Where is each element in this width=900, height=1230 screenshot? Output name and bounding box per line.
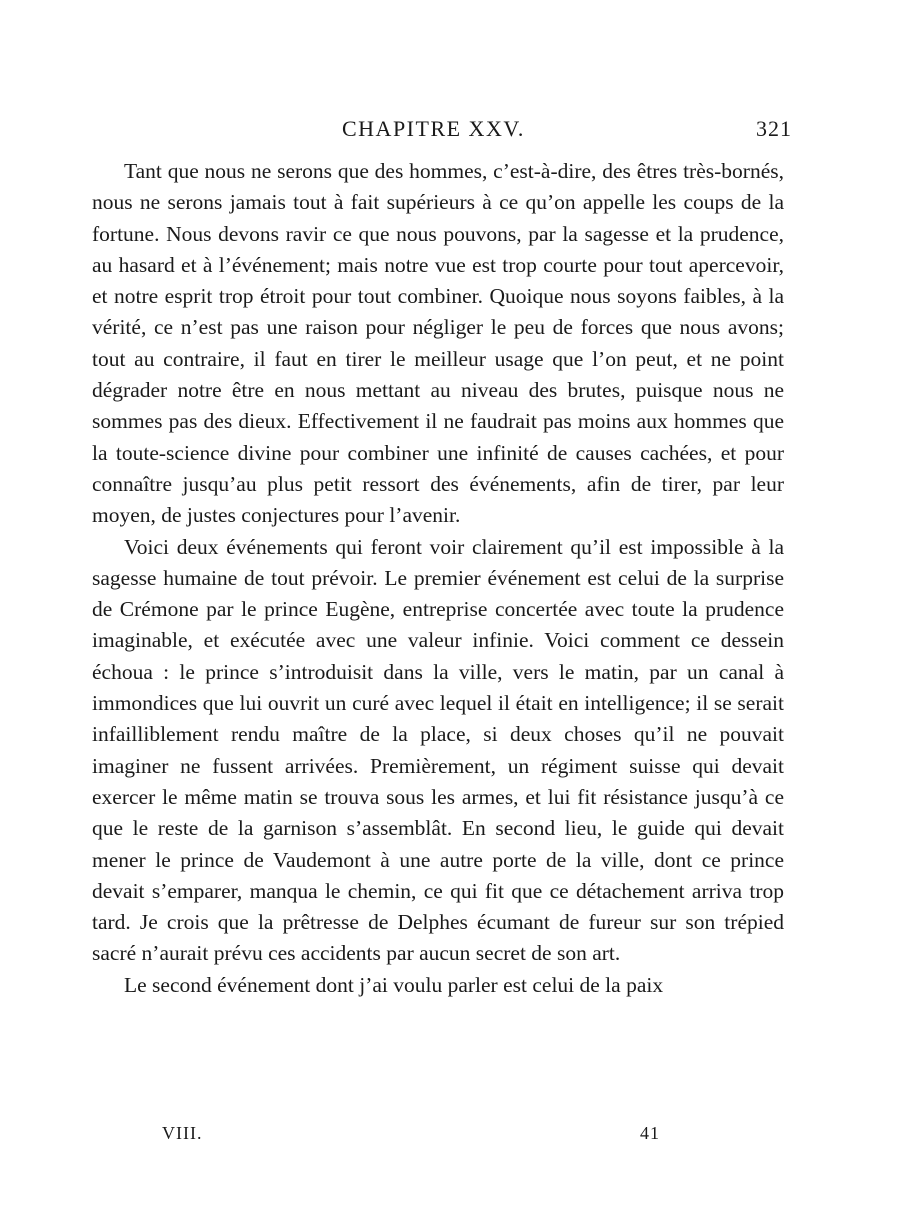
- paragraph-1: Tant que nous ne serons que des hommes, c’est-à-dire, des êtres très-bornés, nous ne serons jamais tout à fait supérieurs à ce qu’on appelle les coups de la fortune. Nous devons ravir ce que nous pouvons, par la sagesse et la prudence, au hasard et à l’événement; mais notre vue est trop courte pour tout apercevoir, et notre esprit trop étroit pour tout combiner. Quoique nous soyons faibles, à la vérité, ce n’est pas une raison pour négliger le peu de forces que nous avons; tout au contraire, il faut en tirer le meilleur usage que l’on peut, et ne point dégrader notre être en nous mettant au niveau des brutes, puisque nous ne sommes pas des dieux. Effectivement il ne faudrait pas moins aux hommes que la toute-science divine pour combiner une infinité de causes cachées, et pour connaître jusqu’au plus petit ressort des événements, afin de tirer, par leur moyen, de justes conjectures pour l’avenir.: [92, 159, 784, 528]
- signature-number: 41: [640, 1123, 660, 1143]
- page-number: 321: [756, 116, 792, 141]
- paragraph-2: Voici deux événements qui feront voir clairement qu’il est impossible à la sagesse humaine de tout prévoir. Le premier événement est celui de la surprise de Crémone par le prince Eugène, entreprise concertée avec toute la prudence imaginable, et exécutée avec une valeur infinie. Voici comment ce dessein échoua : le prince s’introduisit dans la ville, vers le matin, par un canal à immondices que lui ouvrit un curé avec lequel il était en intelligence; il se serait infailliblement rendu maître de la place, si deux choses qu’il ne pouvait imaginer ne fussent arrivées. Premièrement, un régiment suisse qui devait exercer le même matin se trouva sous les armes, et lui fit résistance jusqu’à ce que le reste de la garnison s’assemblât. En second lieu, le guide qui devait mener le prince de Vaudemont à une autre porte de la ville, dont ce prince devait s’emparer, manqua le chemin, ce qui fit que ce détachement arriva trop tard. Je crois que la prêtresse de Delphes écumant de fureur sur son trépied sacré n’aurait prévu ces accidents par aucun secret de son art.: [92, 534, 784, 966]
- chapter-title: CHAPITRE XXV.: [342, 116, 525, 141]
- running-header: [92, 116, 792, 146]
- signature-mark: VIII.: [162, 1123, 203, 1143]
- page-footer: [92, 1123, 784, 1151]
- body-text: [92, 156, 784, 1001]
- paragraph-3: Le second événement dont j’ai voulu parler est celui de la paix: [124, 972, 664, 997]
